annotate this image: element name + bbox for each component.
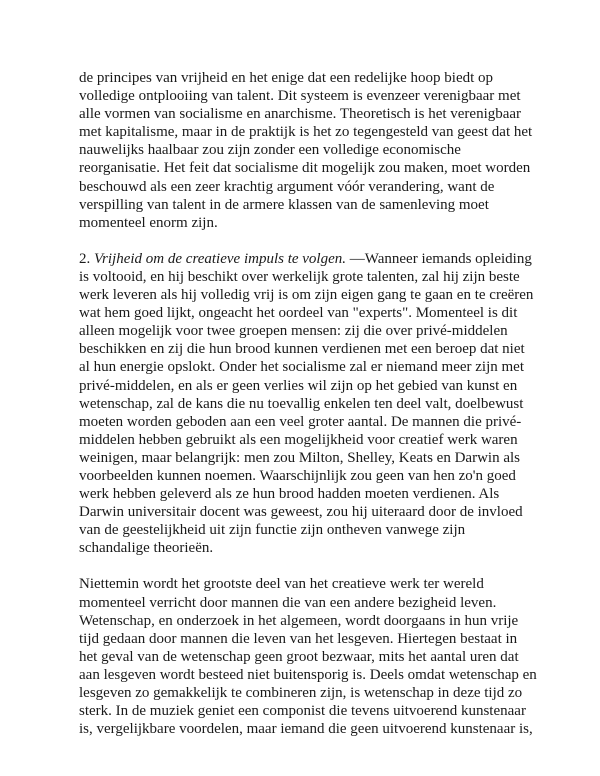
text-line: beschikken en zij die hun brood kunnen verdienen met een beroep dat niet: [79, 341, 525, 358]
text-line: wetenschap, zal de kans die nu toevallig enkelen ten deel valt, doelbewust: [79, 395, 524, 412]
text-line: aan lesgeven wordt besteed niet buitensporig is. Deels omdat wetenschap en: [79, 666, 537, 683]
text-line: wat hem goed lijkt, ongeacht het oordeel van "experts". Momenteel is dit: [79, 305, 518, 322]
text-line: reorganisatie. Het feit dat socialisme dit mogelijk zou maken, moet worden: [79, 160, 531, 177]
text-line: moeten worden geboden aan een veel groter aantal. De mannen die privé-: [79, 413, 522, 430]
paragraph-1: [79, 69, 533, 232]
text-line-rest: —Wanneer iemands opleiding: [346, 250, 532, 267]
section-heading: Vrijheid om de creatieve impuls te volgen.: [94, 250, 347, 267]
text-line: is voltooid, en hij beschikt over werkelijk grote talenten, zal hij zijn beste: [79, 268, 520, 285]
text-line: beschouwd als een zeer krachtig argument vóór verandering, want de: [79, 178, 495, 195]
text-line: sterk. In de muziek geniet een componist die tevens uitvoerend kunstenaar: [79, 703, 526, 720]
text-line: Darwin universitair docent was geweest, zou hij uiteraard door de invloed: [79, 504, 523, 521]
section-number: 2.: [79, 250, 91, 267]
paragraph-2: [79, 250, 534, 558]
text-line: is, vergelijkbare voordelen, maar iemand die geen uitvoerend kunstenaar is,: [79, 721, 533, 738]
text-line: momenteel verricht door mannen die van een andere bezigheid leven.: [79, 594, 497, 611]
text-line: weinigen, maar belangrijk: men zou Milton, Shelley, Keats en Darwin als: [79, 449, 520, 466]
text-line: schandalige theorieën.: [79, 540, 214, 557]
text-line: momenteel enorm zijn.: [79, 214, 218, 231]
text-line: lesgeven zo gemakkelijk te combineren zijn, is wetenschap in deze tijd zo: [79, 685, 523, 701]
text-line: nauwelijks haalbaar zou zijn zonder een volledige economische: [79, 142, 461, 159]
text-line: middelen hebben gebruikt als een mogelijkheid voor creatief werk waren: [79, 431, 518, 448]
text-line: Wetenschap, en onderzoek in het algemeen, wordt doorgaans in hun vrije: [79, 612, 519, 629]
text-line: volledige ontplooiing van talent. Dit systeem is evenzeer verenigbaar met: [79, 88, 521, 105]
text-line: alleen mogelijk voor twee groepen mensen: zij die over privé-middelen: [79, 323, 508, 340]
text-line: al hun energie opslokt. Onder het socialisme zal er niemand meer zijn met: [79, 359, 524, 376]
text-line: het geval van de wetenschap geen groot bezwaar, mits het aantal uren dat: [79, 648, 519, 665]
text-line-first: [79, 250, 532, 268]
text-line: de principes van vrijheid en het enige dat een redelijke hoop biedt op: [79, 70, 494, 86]
text-line: werk leveren als hij volledig vrij is om zijn eigen gang te gaan en te creëren: [79, 287, 534, 304]
text-line: alle vormen van socialisme en anarchisme. Theoretisch is het verenigbaar: [79, 106, 522, 123]
text-line: Niettemin wordt het grootste deel van het creatieve werk ter wereld: [79, 576, 484, 593]
text-line: privé-middelen, en als er geen verlies wil zijn op het gebied van kunst en: [79, 377, 518, 394]
text-line: tijd gedaan door mannen die leven van het lesgeven. Hiertegen bestaat in: [79, 630, 518, 647]
paragraph-3: [79, 575, 537, 738]
text-line: van de geestelijkheid uit zijn functie zijn ontheven vanwege zijn: [79, 522, 466, 539]
document-page: [79, 69, 537, 738]
text-line: voorbeelden kunnen noemen. Waarschijnlijk zou geen van hen zo'n goed: [79, 467, 516, 484]
text-line: met kapitalisme, maar in de praktijk is het zo tegengesteld van geest dat het: [79, 124, 533, 141]
text-line: verspilling van talent in de armere klassen van de samenleving moet: [79, 196, 489, 213]
text-line: werk hebben geleverd als ze hun brood hadden moeten verdienen. Als: [79, 486, 500, 503]
